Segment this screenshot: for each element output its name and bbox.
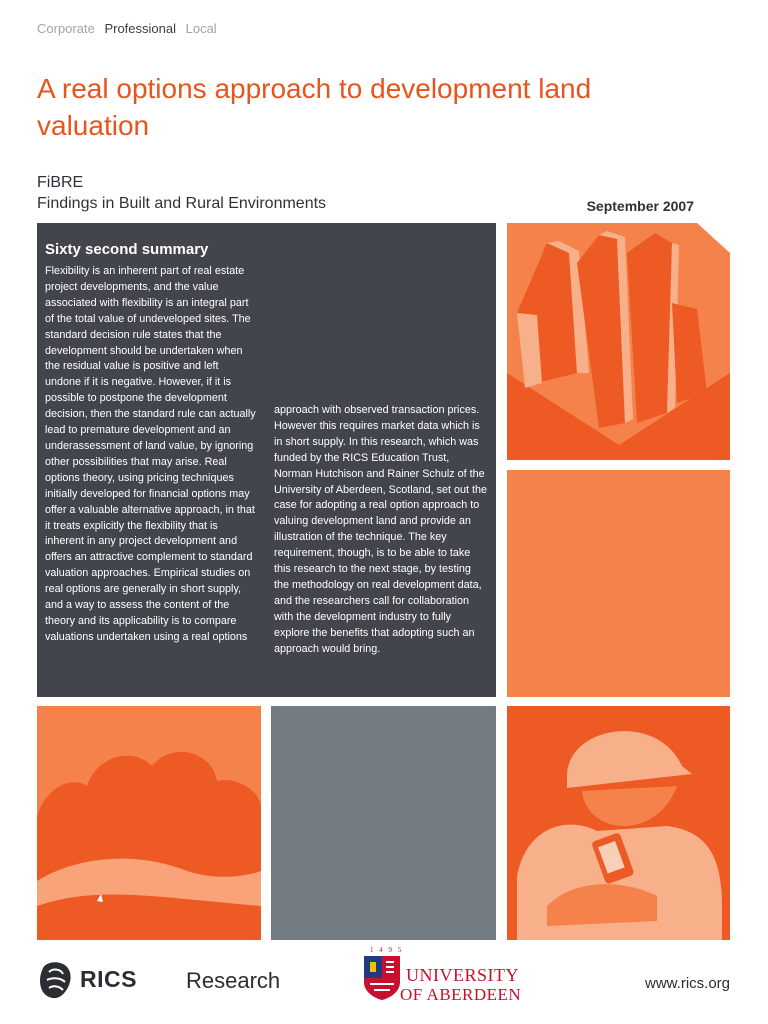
website-link[interactable]: www.rics.org xyxy=(644,975,730,992)
nav-item-corporate[interactable]: Corporate xyxy=(37,21,95,36)
summary-heading: Sixty second summary xyxy=(45,241,209,258)
nav-item-local[interactable]: Local xyxy=(185,21,217,36)
audience-nav xyxy=(37,21,223,36)
grey-tile xyxy=(271,706,496,940)
worker-illustration xyxy=(507,706,730,940)
nav-item-professional[interactable]: Professional xyxy=(104,21,176,36)
university-crest-icon xyxy=(364,956,400,1000)
buildings-illustration xyxy=(507,223,730,460)
summary-column-2: approach with observed transaction prices. However this requires market data which is in short supply. In this research, which was funded by the RICS Education Trust, Norman Hutchison and Rainer Schulz of the University of Aberdeen, Scotland, set out the case for adopting a real option approach to valuing development land and provide an illustration of the technique. The key requirement, though, is to be able to take this research to the next stage, by testing the methodology on real development data, and the researchers call for collaboration with the development industry to fully explore the benefits that adopting such an approach would bring. xyxy=(274,404,488,655)
rics-lion-icon xyxy=(37,960,73,1000)
landscape-tile xyxy=(37,706,261,940)
university-founded-year: 1 4 9 5 xyxy=(370,946,404,954)
buildings-tile xyxy=(507,223,730,460)
series-name: FiBRE xyxy=(37,174,84,191)
publication-date: September 2007 xyxy=(586,198,694,214)
summary-panel xyxy=(37,223,496,697)
series-subtitle: Findings in Built and Rural Environments xyxy=(37,195,327,212)
orange-tile xyxy=(507,470,730,697)
research-label: Research xyxy=(186,968,281,993)
university-name-line1: UNIVERSITY xyxy=(406,965,519,985)
rics-logo-text: RICS xyxy=(80,966,137,992)
landscape-illustration xyxy=(37,706,261,940)
page-title: A real options approach to development land valuation xyxy=(37,73,592,141)
worker-tile xyxy=(507,706,730,940)
summary-column-1: Flexibility is an inherent part of real estate project developments, and the value associated with flexibility is an integral part of the total value of undeveloped sites. The standard decision rule states that the development should be undertaken when the residual value is positive and left undone if it is negative. However, if it is possible to postpone the development decision, then the standard rule can actually lead to premature development and an underassessment of land value, by ignoring other possibilities that may arise. Real options theory, using pricing techniques initially developed for financial options may offer a valuable alternative approach, in that it treats explicitly the flexibility that is inherent in any project development and offers an attractive complement to standard valuation approaches. Empirical studies on real options are generally in short supply, and a way to assess the content of the theory and its applicability is to compare valuations undertaken using a real options xyxy=(45,265,256,643)
university-name-line2: OF ABERDEEN xyxy=(400,985,522,1004)
